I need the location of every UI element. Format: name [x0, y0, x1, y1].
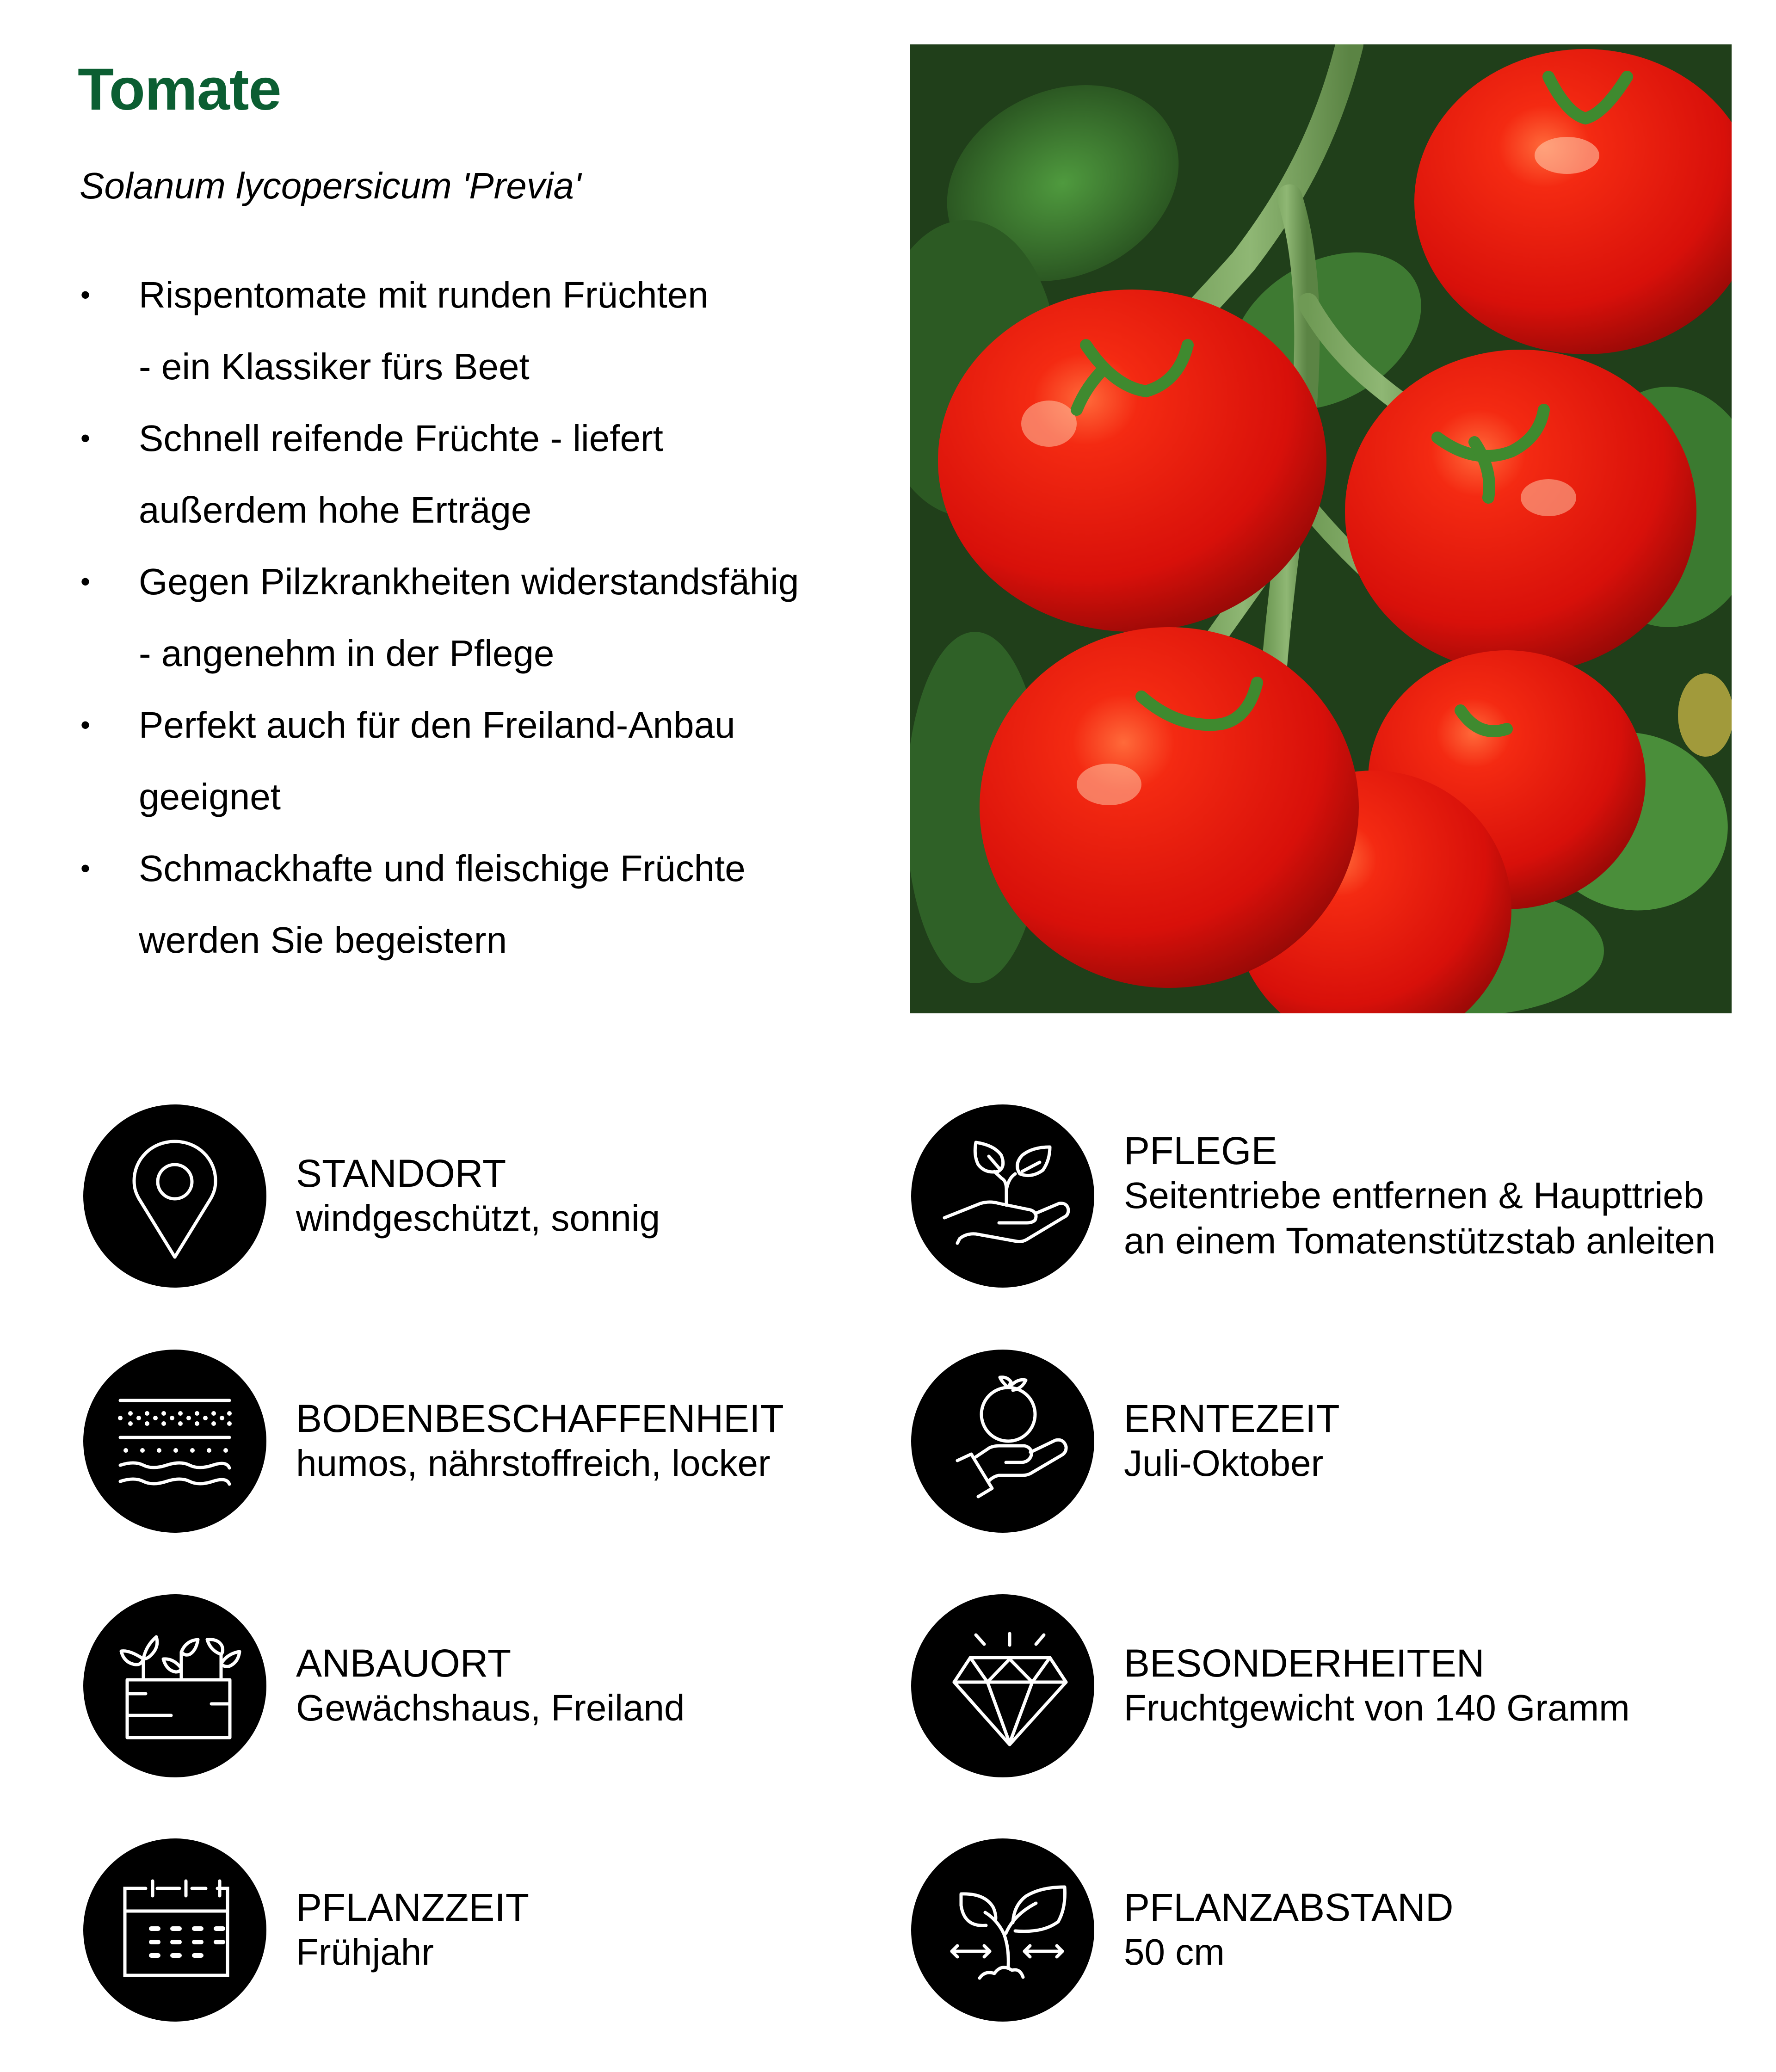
feature-heading: PFLEGE — [1124, 1129, 1277, 1172]
feature-erntezeit — [911, 1350, 1720, 1535]
feature-bodenbeschaffenheit — [83, 1350, 893, 1535]
product-title: Tomate — [78, 56, 281, 123]
bullet-item — [80, 689, 866, 832]
hand-fruit-icon — [911, 1350, 1094, 1533]
calendar-icon — [83, 1838, 266, 2022]
product-photo — [910, 44, 1732, 1013]
bullet-line: Schnell reifende Früchte - liefert — [139, 418, 663, 459]
feature-heading: PFLANZZEIT — [296, 1886, 530, 1929]
bullet-item — [80, 259, 866, 402]
bullet-dot-icon: • — [80, 423, 91, 454]
bullet-line: geeignet — [139, 776, 281, 817]
feature-value: Frühjahr — [296, 1931, 434, 1973]
plant-spacing-icon — [911, 1838, 1094, 2022]
feature-value: Gewächshaus, Freiland — [296, 1687, 685, 1728]
bullet-line: Perfekt auch für den Freiland-Anbau — [139, 704, 735, 746]
hand-seedling-icon — [911, 1104, 1094, 1288]
feature-bullet-list — [80, 259, 866, 976]
feature-heading: BODENBESCHAFFENHEIT — [296, 1397, 784, 1440]
botanical-name: Solanum lycopersicum 'Previa' — [80, 165, 581, 206]
bullet-item — [80, 546, 866, 689]
tomato-cluster-photo — [910, 44, 1732, 1013]
bullet-line: - angenehm in der Pflege — [139, 633, 555, 674]
feature-standort — [83, 1104, 893, 1289]
feature-pflanzabstand — [911, 1838, 1720, 2023]
feature-value: humos, nährstoffreich, locker — [296, 1443, 771, 1484]
bullet-dot-icon: • — [80, 566, 91, 597]
bullet-line: Gegen Pilzkrankheiten widerstandsfähig — [139, 561, 799, 602]
diamond-icon — [911, 1594, 1094, 1777]
feature-pflege — [911, 1104, 1720, 1289]
feature-value: Juli-Oktober — [1124, 1443, 1324, 1484]
feature-value: Seitentriebe entfernen & Haupttrieb — [1124, 1175, 1704, 1216]
planter-box-icon — [83, 1594, 266, 1777]
feature-heading: PFLANZABSTAND — [1124, 1886, 1454, 1929]
bullet-item — [80, 832, 866, 976]
feature-value: an einem Tomatenstützstab anleiten — [1124, 1220, 1716, 1261]
feature-value: Fruchtgewicht von 140 Gramm — [1124, 1687, 1630, 1728]
bullet-line: außerdem hohe Erträge — [139, 489, 532, 530]
bullet-dot-icon: • — [80, 709, 91, 740]
bullet-line: - ein Klassiker fürs Beet — [139, 346, 530, 387]
bullet-line: Rispentomate mit runden Früchten — [139, 274, 709, 315]
feature-heading: ANBAUORT — [296, 1641, 512, 1685]
bullet-dot-icon: • — [80, 853, 91, 884]
bullet-line: werden Sie begeistern — [139, 919, 507, 961]
feature-anbauort — [83, 1594, 893, 1779]
feature-value: 50 cm — [1124, 1931, 1225, 1973]
feature-heading: ERNTEZEIT — [1124, 1397, 1340, 1440]
feature-value: windgeschützt, sonnig — [296, 1197, 660, 1239]
feature-besonderheiten — [911, 1594, 1720, 1779]
bullet-line: Schmackhafte und fleischige Früchte — [139, 848, 746, 889]
bullet-dot-icon: • — [80, 279, 91, 310]
map-pin-icon — [83, 1104, 266, 1288]
soil-layers-icon — [83, 1350, 266, 1533]
feature-heading: STANDORT — [296, 1152, 506, 1195]
feature-pflanzzeit — [83, 1838, 893, 2023]
bullet-item — [80, 402, 866, 546]
feature-heading: BESONDERHEITEN — [1124, 1641, 1485, 1685]
